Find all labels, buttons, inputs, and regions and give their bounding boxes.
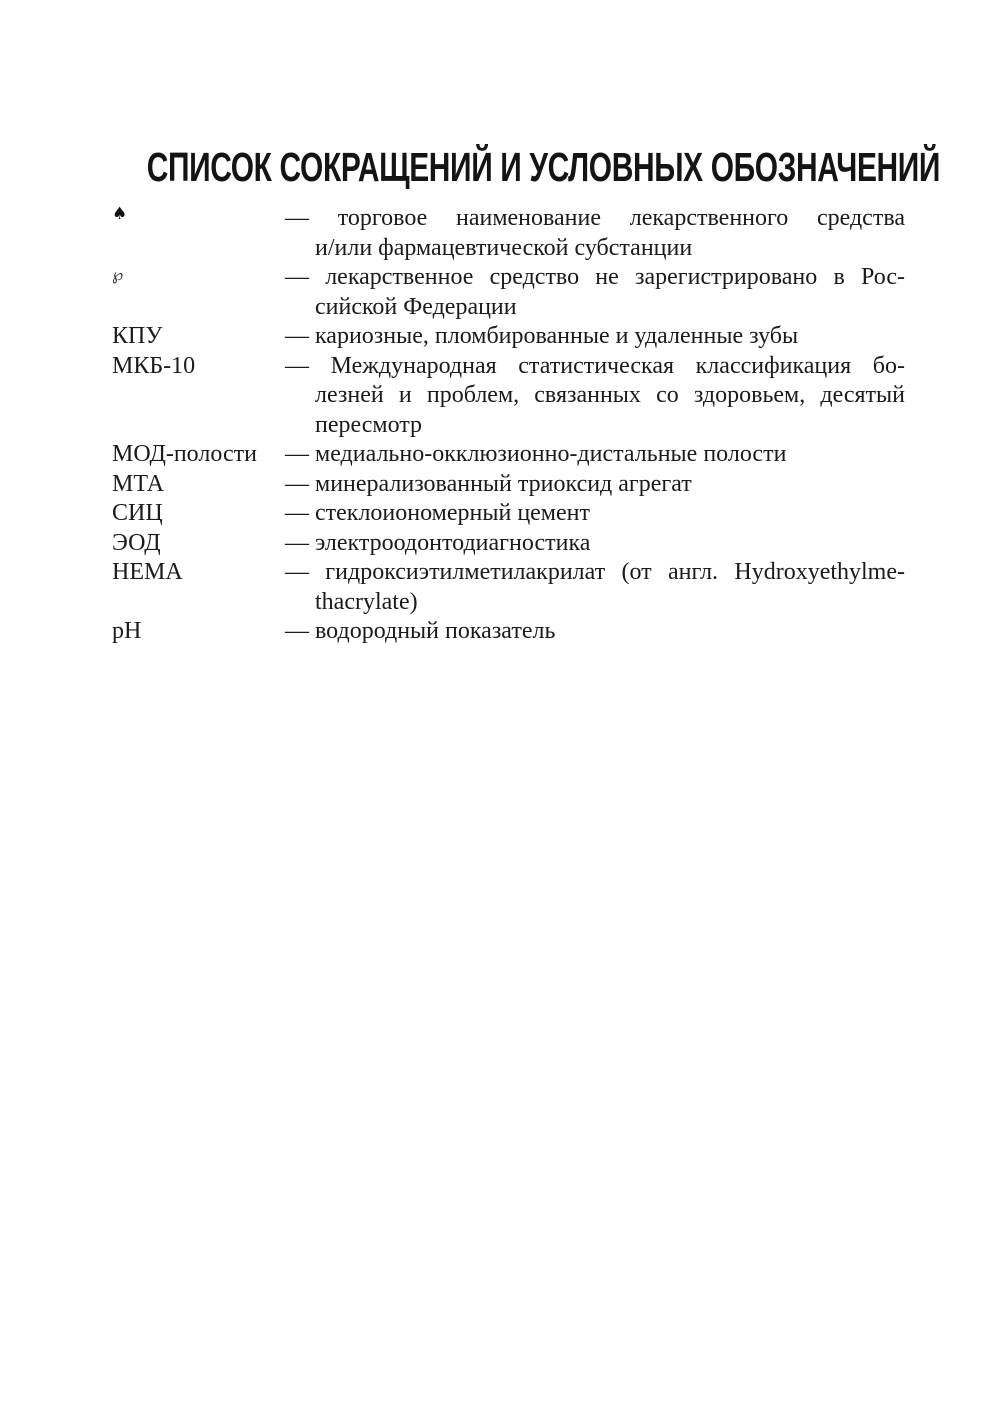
- abbreviation-entry: [112, 499, 905, 529]
- definition-line: и/или фармацевтической субстанции: [315, 234, 693, 261]
- definition-line: — торговое наименование лекарственного средства: [285, 205, 905, 231]
- unregistered-drug-symbol: ℘: [112, 265, 124, 284]
- abbreviation-mod-cavities: МОД-полости: [112, 441, 257, 467]
- page-title: СПИСОК СОКРАЩЕНИЙ И УСЛОВНЫХ ОБОЗНАЧЕНИЙ: [146, 144, 941, 190]
- abbreviation-entry: [112, 204, 905, 263]
- definition-line: — медиально-окклюзионно-дистальные полости: [285, 441, 787, 467]
- abbreviation-entry: [112, 470, 905, 500]
- abbreviation-mta: МТА: [112, 470, 165, 497]
- abbreviation-list: [112, 204, 905, 647]
- definition-line: лезней и проблем, связанных со здоровьем, десятый: [315, 382, 905, 408]
- abbreviation-entry: [112, 263, 905, 322]
- abbreviation-eod: ЭОД: [112, 529, 161, 556]
- abbreviation-term: [112, 499, 285, 529]
- abbreviation-hema: HEMA: [112, 559, 183, 585]
- abbreviation-term: [112, 558, 285, 617]
- abbreviation-definition: [285, 204, 905, 263]
- abbreviation-term: [112, 440, 285, 470]
- abbreviation-sic: СИЦ: [112, 500, 163, 526]
- abbreviation-entry: [112, 617, 905, 647]
- definition-line: — минерализованный триоксид агрегат: [285, 470, 692, 497]
- abbreviation-entry: [112, 558, 905, 617]
- definition-line: — Международная статистическая классификация бо-: [285, 352, 905, 379]
- abbreviation-term: [112, 352, 285, 441]
- definition-line: — электроодонтодиагностика: [285, 529, 591, 556]
- abbreviation-term: [112, 470, 285, 500]
- abbreviation-entry: [112, 440, 905, 470]
- abbreviation-definition: [285, 499, 905, 529]
- abbreviation-term: [112, 263, 285, 322]
- abbreviation-definition: [285, 558, 905, 617]
- abbreviation-entry: [112, 322, 905, 352]
- abbreviation-kpu: КПУ: [112, 323, 163, 349]
- abbreviation-term: [112, 617, 285, 647]
- abbreviation-term: [112, 204, 285, 263]
- definition-line: — гидроксиэтилметилакрилат (от англ. Hydroxyethylme-: [285, 559, 905, 585]
- abbreviation-entry: [112, 529, 905, 559]
- abbreviation-mkb10: МКБ-10: [112, 352, 196, 379]
- abbreviation-term: [112, 529, 285, 559]
- page-title-wrap: [0, 144, 1000, 190]
- abbreviation-definition: [285, 352, 905, 441]
- definition-line: — стеклоиономерный цемент: [285, 500, 590, 526]
- abbreviation-definition: [285, 617, 905, 647]
- abbreviation-definition: [285, 263, 905, 322]
- definition-line: сийской Федерации: [315, 293, 517, 320]
- abbreviation-definition: [285, 470, 905, 500]
- abbreviation-definition: [285, 322, 905, 352]
- abbreviation-entry: [112, 352, 905, 441]
- abbreviation-ph: pH: [112, 618, 142, 644]
- abbreviation-definition: [285, 529, 905, 559]
- definition-line: — лекарственное средство не зарегистрировано в Рос-: [285, 264, 905, 290]
- definition-line: thacrylate): [315, 588, 418, 615]
- definition-line: — водородный показатель: [285, 618, 556, 644]
- trade-name-spade-symbol: ♠: [112, 204, 128, 224]
- abbreviation-definition: [285, 440, 905, 470]
- definition-line: пересмотр: [315, 411, 423, 438]
- definition-line: — кариозные, пломбированные и удаленные зубы: [285, 323, 799, 349]
- abbreviation-term: [112, 322, 285, 352]
